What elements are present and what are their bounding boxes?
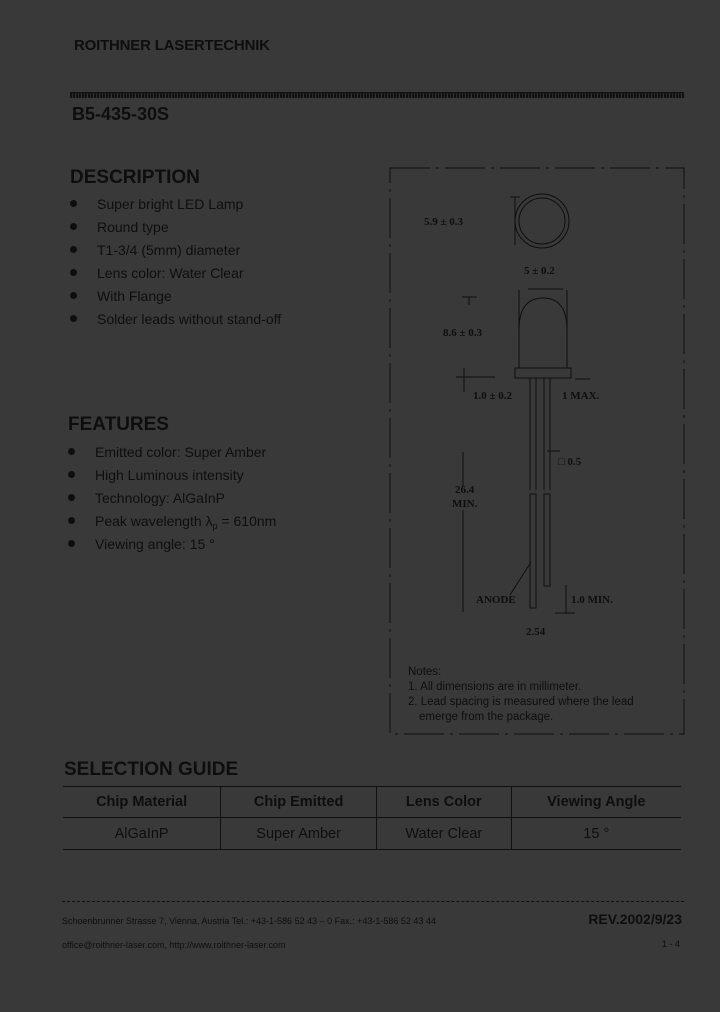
- part-number: B5-435-30S: [72, 104, 170, 124]
- list-item: With Flange: [70, 287, 281, 310]
- dim-top-diameter: 5.9 ± 0.3: [424, 216, 464, 228]
- list-item: High Luminous intensity: [68, 466, 276, 489]
- notes: Notes: 1. All dimensions are in millimeter. 2. Lead spacing is measured where the lead emerge from the package.: [408, 666, 634, 723]
- footer-address: Schoenbrunner Strasse 7, Vienna, Austria Tel.: +43-1-586 52 43 – 0 Fax.: +43-1-586 52 43 44: [62, 916, 436, 926]
- page-number: 1 - 4: [661, 939, 680, 949]
- top-view-outer: [515, 194, 569, 248]
- list-item: Super bright LED Lamp: [70, 195, 281, 218]
- footer-contact: office@roithner-laser.com, http://www.roithner-laser.com: [62, 940, 286, 950]
- bullet-icon: [68, 448, 75, 455]
- description-heading: DESCRIPTION: [70, 167, 200, 188]
- selection-guide-table: [63, 786, 681, 850]
- list-item: Round type: [70, 218, 281, 241]
- led-body: [519, 290, 567, 368]
- top-view-inner: [519, 198, 565, 244]
- cathode-lead: [544, 494, 550, 586]
- flange: [515, 368, 571, 378]
- anode-label: ANODE: [476, 594, 516, 606]
- bullet-icon: [70, 269, 77, 276]
- bullet-icon: [70, 223, 77, 230]
- dim-body-diameter: 5 ± 0.2: [524, 265, 555, 277]
- dim-spacing: 2.54: [526, 626, 546, 638]
- list-item: Solder leads without stand-off: [70, 310, 281, 333]
- bullet-icon: [70, 315, 77, 322]
- drawing-frame: [390, 168, 684, 734]
- bullet-icon: [70, 292, 77, 299]
- list-item: Lens color: Water Clear: [70, 264, 281, 287]
- list-item: T1-3/4 (5mm) diameter: [70, 241, 281, 264]
- list-item: Peak wavelength $\lambda_p = 610nm$: [68, 512, 276, 535]
- dim-height: 8.6 ± 0.3: [443, 327, 483, 339]
- table-row: AlGaInP Super Amber Water Clear 15 °: [63, 818, 681, 850]
- anode-lead: [530, 494, 536, 608]
- bullet-icon: [68, 517, 75, 524]
- revision: REV.2002/9/23: [588, 911, 682, 927]
- table-header-row: Chip Material Chip Emitted Lens Color Viewing Angle: [63, 787, 681, 818]
- led-dimension-drawing: [385, 163, 690, 743]
- bullet-icon: [68, 471, 75, 478]
- bullet-icon: [70, 200, 77, 207]
- bullet-icon: [68, 494, 75, 501]
- company-name: ROITHNER LASERTECHNIK: [74, 37, 270, 54]
- dim-lead-length-min: MIN.: [452, 498, 478, 510]
- selection-guide-heading: SELECTION GUIDE: [64, 759, 239, 780]
- list-item: Viewing angle: 15 °: [68, 535, 276, 558]
- list-item: Emitted color: Super Amber: [68, 443, 276, 466]
- description-list: [70, 195, 281, 333]
- dim-lead: □ 0.5: [558, 456, 582, 468]
- features-heading: FEATURES: [68, 414, 169, 435]
- features-list: [68, 443, 276, 558]
- footer-rule: [62, 901, 684, 902]
- dim-max: 1 MAX.: [562, 390, 600, 402]
- bullet-icon: [68, 540, 75, 547]
- bullet-icon: [70, 246, 77, 253]
- dim-min: 1.0 MIN.: [571, 594, 613, 606]
- dim-lead-length: 26.4: [455, 484, 475, 496]
- header-rule: [70, 92, 684, 98]
- dim-flange: 1.0 ± 0.2: [473, 390, 513, 402]
- list-item: Technology: AlGaInP: [68, 489, 276, 512]
